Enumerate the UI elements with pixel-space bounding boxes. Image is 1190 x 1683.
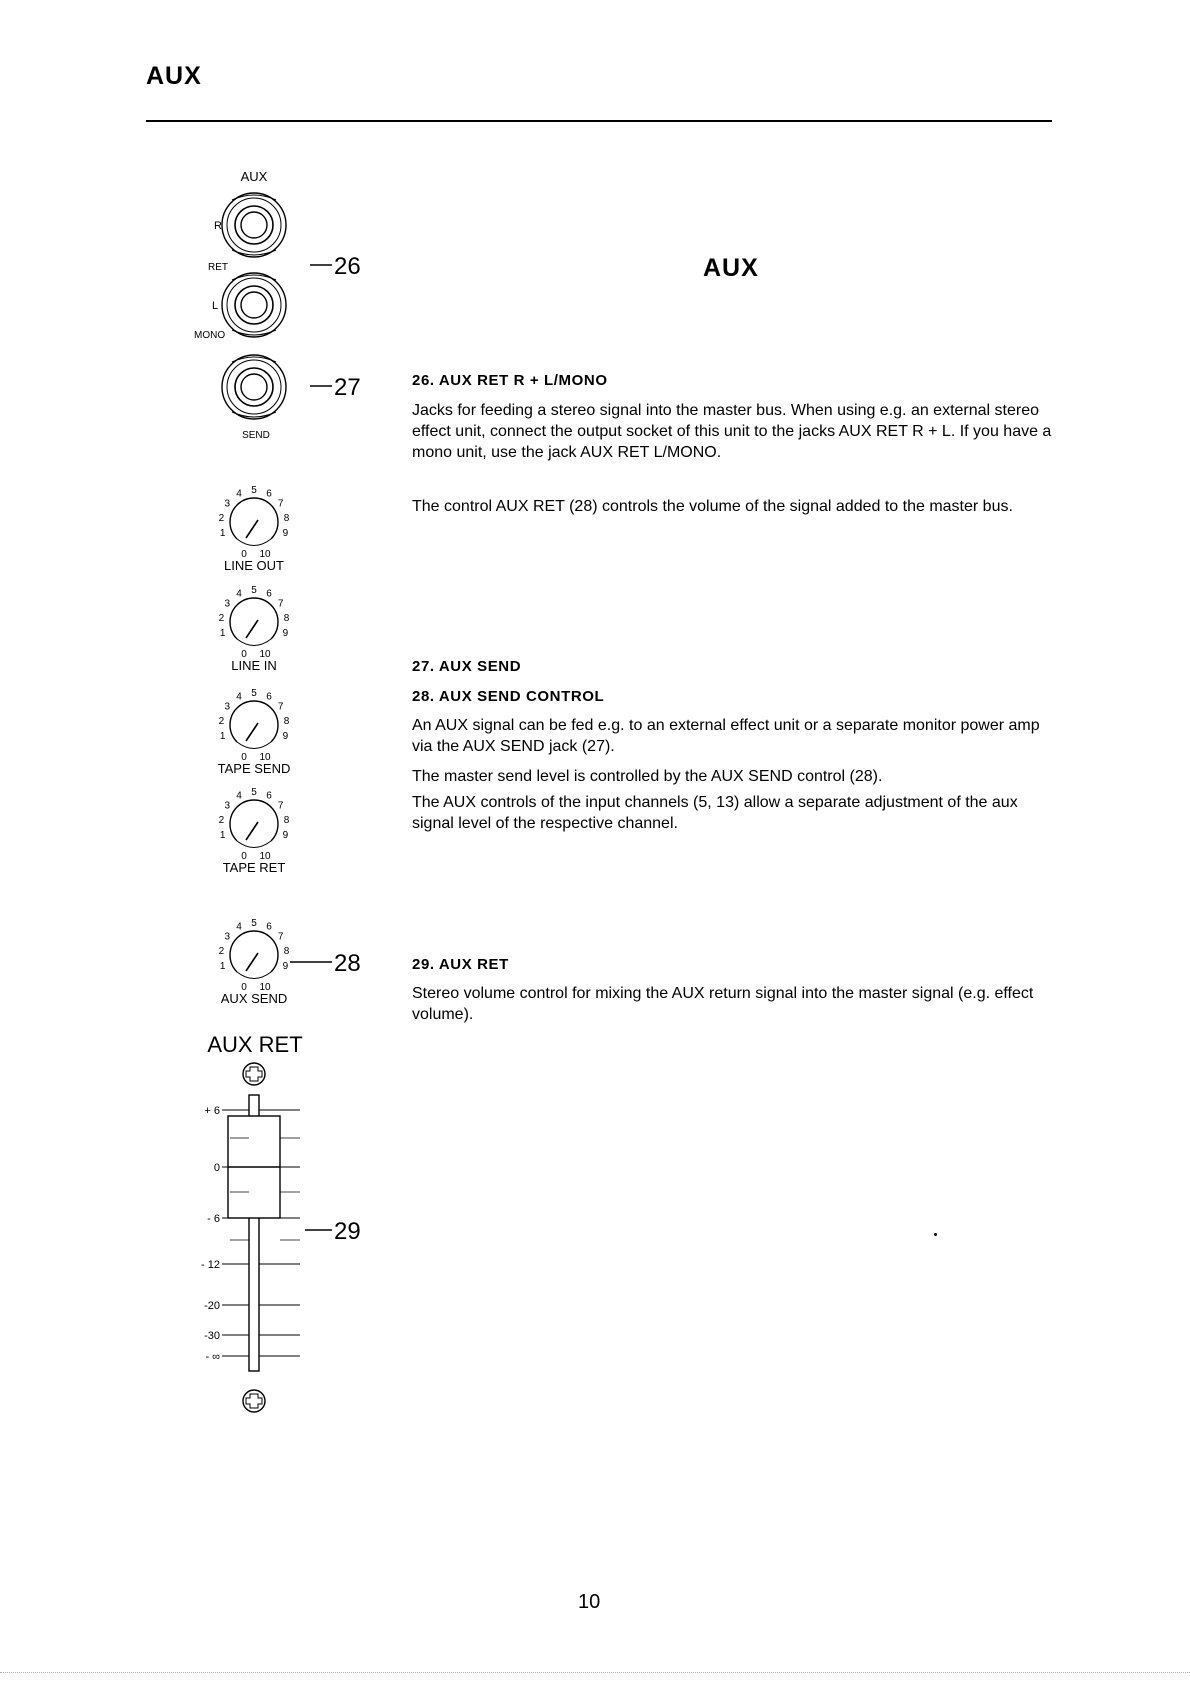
knob-tick-label: 5 [251,688,257,699]
knob-pointer [246,723,258,741]
knob-aux-send [219,918,290,1006]
knob-line-in [219,585,290,673]
knob-tick-label: 6 [266,588,272,600]
knob-base [237,639,271,646]
knob-tick-label: 6 [266,691,272,703]
fader-scale-label: - ∞ [205,1351,220,1363]
knob-tick-label: 10 [259,982,271,993]
para-29-1: Stereo volume control for mixing the AUX return signal into the master signal (e.g. effect volume). [412,985,1034,1023]
knob-tick-label: 10 [259,549,271,560]
knob-tick-label: 2 [218,945,225,957]
knob-tape-send [218,688,291,776]
knob-tick-label: 2 [218,814,225,826]
knob-tick-label: 5 [251,918,257,929]
knob-tick-label: 6 [266,790,272,802]
jack-aux-ret-r [222,193,286,257]
knob-tick-label: 8 [283,512,290,524]
para-28-1: An AUX signal can be fed e.g. to an external effect unit or a separate monitor power amp via the AUX SEND jack (27). [412,717,1040,755]
knob-tick-label: 7 [277,800,284,812]
fader-scale-label: -20 [204,1300,220,1312]
knob-base [237,539,271,546]
knob-tick-label: 8 [283,612,290,624]
knob-tick-label: 1 [219,830,226,842]
knob-tick-label: 0 [241,549,247,560]
jack-send-label: SEND [242,430,270,441]
jack-r-label: R [214,220,222,232]
callout-28: 28 [334,950,361,977]
page-header-title: AUX [146,62,202,90]
heading-26: 26. AUX RET R + L/MONO [412,372,608,389]
knob-arc [230,800,278,841]
knob-tick-label: 1 [219,731,226,743]
knob-tick-label: 4 [236,488,242,500]
knob-tick-label: 0 [241,649,247,660]
knob-pointer [246,620,258,638]
knob-tick-label: 3 [224,931,231,943]
knob-tick-label: 5 [251,585,257,596]
para-28-2: The master send level is controlled by the AUX SEND control (28). [412,768,883,785]
callout-26: 26 [334,253,361,280]
knob-tick-label: 9 [282,528,289,540]
knob-base [237,742,271,749]
knob-tick-label: 10 [259,649,271,660]
knob-label: TAPE SEND [217,761,291,776]
knob-tick-label: 9 [282,628,289,640]
knob-tick-label: 4 [236,588,242,600]
fader-scale-label: - 6 [207,1213,220,1225]
knob-tick-label: 5 [251,787,257,798]
knob-tick-label: 10 [259,851,271,862]
knob-pointer [246,520,258,538]
knob-tick-label: 1 [219,961,226,973]
screw-top-icon [243,1063,265,1085]
screw-bottom-icon [243,1390,265,1412]
knob-tick-label: 2 [218,715,225,727]
knob-arc [230,598,278,639]
bottom-rule [0,1672,1190,1673]
knob-tick-label: 4 [236,790,242,802]
jack-l-label: L [212,300,219,312]
knob-tick-label: 0 [241,851,247,862]
knob-arc [230,498,278,539]
knob-tick-label: 10 [259,752,271,763]
knob-tick-label: 8 [283,715,290,727]
knob-tick-label: 0 [241,982,247,993]
fader-scale-label: 0 [213,1162,220,1174]
knob-tick-label: 3 [224,701,231,713]
knob-label: TAPE RET [222,860,286,875]
para-26-2: The control AUX RET (28) controls the volume of the signal added to the master bus. [412,498,1013,515]
jack-aux-ret-l-mono [222,273,286,337]
knob-tick-label: 3 [224,800,231,812]
section-title: AUX [703,254,759,282]
para-28-3: The AUX controls of the input channels (5, 13) allow a separate adjustment of the aux signal level of the respective channel. [412,794,1018,832]
knob-base [237,841,271,848]
knob-tick-label: 3 [224,598,231,610]
knob-base [237,972,271,979]
heading-29: 29. AUX RET [412,956,509,973]
knob-pointer [246,953,258,971]
jack-ret-label: RET [208,262,228,273]
knob-tick-label: 1 [219,628,226,640]
knob-tick-label: 2 [218,612,225,624]
knob-label: LINE IN [231,658,277,673]
knob-tick-label: 3 [224,498,231,510]
knob-label: AUX SEND [220,991,288,1006]
knob-tick-label: 1 [219,528,226,540]
knob-tick-label: 9 [282,731,289,743]
fader-scale-label: + 6 [204,1105,220,1117]
knob-tick-label: 0 [241,752,247,763]
jack-mono-label: MONO [194,330,226,341]
knob-tick-label: 6 [266,488,272,500]
fader-title: AUX RET [207,1032,303,1057]
print-speck [934,1233,937,1236]
panel-aux-label: AUX [240,169,268,184]
heading-28: 28. AUX SEND CONTROL [412,688,605,705]
callout-29: 29 [334,1218,361,1245]
fader-scale-label: - 12 [201,1259,220,1271]
knob-tick-label: 6 [266,921,272,933]
knob-tick-label: 7 [277,598,284,610]
para-26-1: Jacks for feeding a stereo signal into the master bus. When using e.g. an external stereo effect unit, connect the output socket of this unit to the jacks AUX RET R + L. If you have a mono unit, use the jack AUX RET L/MONO. [412,402,1052,461]
knob-tick-label: 5 [251,485,257,496]
jack-aux-send [222,355,286,419]
heading-27: 27. AUX SEND [412,658,522,675]
knob-tick-label: 7 [277,931,284,943]
knob-arc [230,701,278,742]
knob-tick-label: 4 [236,921,242,933]
knob-pointer [246,822,258,840]
knob-tick-label: 8 [283,814,290,826]
knob-line-out [219,485,290,573]
knob-tick-label: 9 [282,830,289,842]
callout-27: 27 [334,374,361,401]
knob-tick-label: 2 [218,512,225,524]
knob-tick-label: 8 [283,945,290,957]
knob-tick-label: 9 [282,961,289,973]
knob-tick-label: 7 [277,498,284,510]
knob-tape-ret [219,787,290,875]
knob-tick-label: 4 [236,691,242,703]
knob-label: LINE OUT [224,558,284,573]
fader-scale-label: -30 [204,1330,220,1342]
knob-tick-label: 7 [277,701,284,713]
knob-arc [230,931,278,972]
page-number: 10 [578,1591,601,1613]
